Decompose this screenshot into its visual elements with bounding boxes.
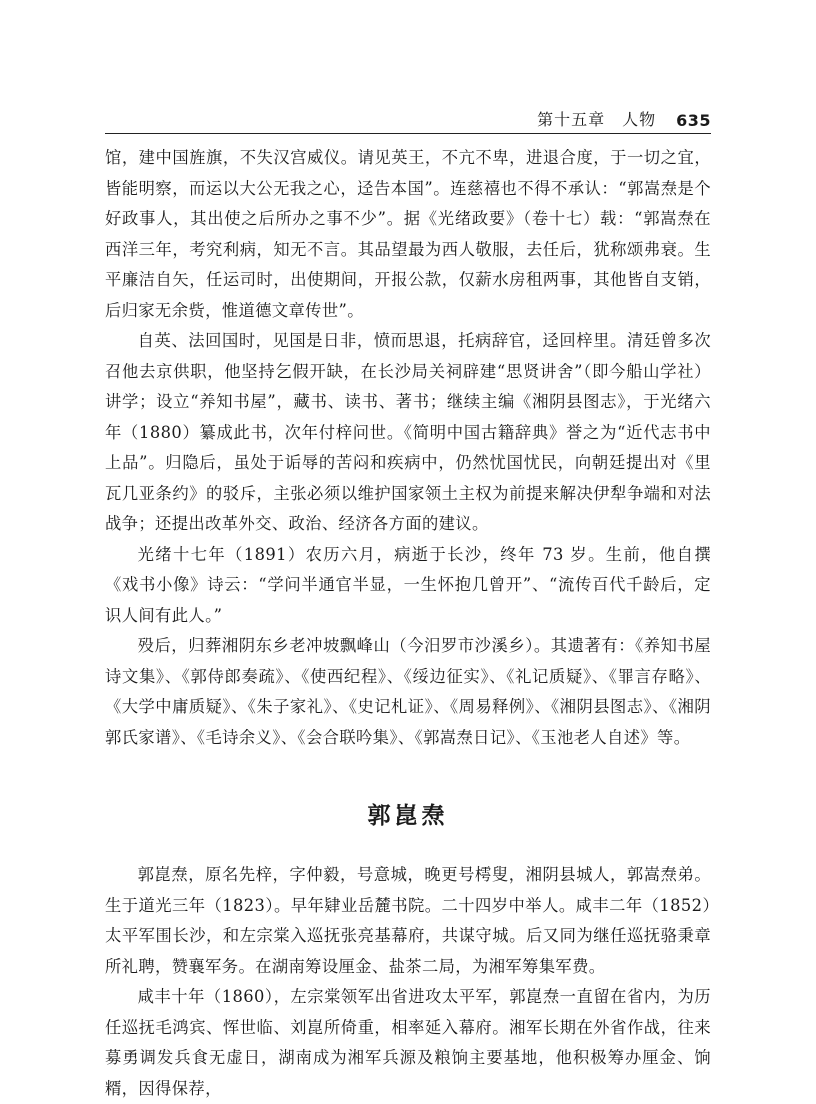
paragraph-guo-songtao-1: 馆，建中国旌旗，不失汉宫威仪。请见英王，不亢不卑，进退合度，于一切之宜，皆能明察，而运以大公无我之心，迳告本国”。连慈禧也不得不承认：“郭嵩焘是个好政事人，其出使之后所办之事不少”。据《光绪政要》（卷十七）载：“郭嵩焘在西洋三年，考究利病，知无不言。其品望最为西人敬服，去任后，犹称颂弗衰。生平廉洁自矢，任运司时，出使期间，开报公款，仅薪水房租两事，其他皆自支销，后归家无余赀，惟道德文章传世”。 <box>105 148 711 320</box>
book-page <box>105 0 711 1099</box>
paragraph-guo-songtao-3: 光绪十七年（1891）农历六月，病逝于长沙，终年 73 岁。生前，他自撰《戏书小像》诗云：“学问半通官半显，一生怀抱几曾开”、“流传百代千龄后，定识人间有此人。” <box>105 544 711 625</box>
body-text <box>105 143 711 1104</box>
page-number: 635 <box>676 111 711 130</box>
paragraph-guo-songtao-2: 自英、法回国时，见国是日非，愤而思退，托病辞官，迳回梓里。清廷曾多次召他去京供职，他坚持乞假开缺，在长沙局关祠辟建“思贤讲舍”（即今船山学社）讲学；设立“养知书屋”，藏书、读书、著书；继续主编《湘阴县图志》，于光绪六年（1880）纂成此书，次年付梓问世。《简明中国古籍辞典》誉之为“近代志书中上品”。归隐后，虽处于诟辱的苦闷和疾病中，仍然忧国忧民，向朝廷提出对《里瓦几亚条约》的驳斥，主张必须以维护国家领土主权为前提来解决伊犁争端和对法战争；还提出改革外交、政治、经济各方面的建议。 <box>105 331 711 533</box>
paragraph-guo-kuntao-1: 郭崑焘，原名先梓，字仲毅，号意城，晚更号樗叟，湘阴县城人，郭嵩焘弟。生于道光三年（1823）。早年肄业岳麓书院。二十四岁中举人。咸丰二年（1852）太平军围长沙，和左宗棠入巡抚张亮基幕府，共谋守城。后又同为继任巡抚骆秉章所礼聘，赞襄军务。在湖南筹设厘金、盐茶二局，为湘军筹集军费。 <box>105 865 711 976</box>
running-header <box>105 108 711 134</box>
paragraph-guo-kuntao-2: 咸丰十年（1860），左宗棠领军出省进攻太平军，郭崑焘一直留在省内，为历任巡抚毛鸿宾、恽世临、刘崑所倚重，相率延入幕府。湘军长期在外省作战，往来募勇调发兵食无虚日，湖南成为湘军兵源及粮饷主要基地，他积极筹办厘金、饷糈，因得保荐， <box>105 987 711 1098</box>
section-title: 郭崑焘 <box>367 803 449 829</box>
paragraph-guo-songtao-4: 殁后，归葬湘阴东乡老冲坡飘峰山（今汨罗市沙溪乡）。其遗著有：《养知书屋诗文集》、《郭侍郎奏疏》、《使西纪程》、《绥边征实》、《礼记质疑》、《罪言存略》、《大学中庸质疑》、《朱子家礼》、《史记札证》、《周易释例》、《湘阴县图志》、《湘阴郭氏家谱》、《毛诗余义》、《会合联吟集》、《郭嵩焘日记》、《玉池老人自述》等。 <box>105 636 711 747</box>
chapter-title: 第十五章 人物 <box>537 110 657 129</box>
